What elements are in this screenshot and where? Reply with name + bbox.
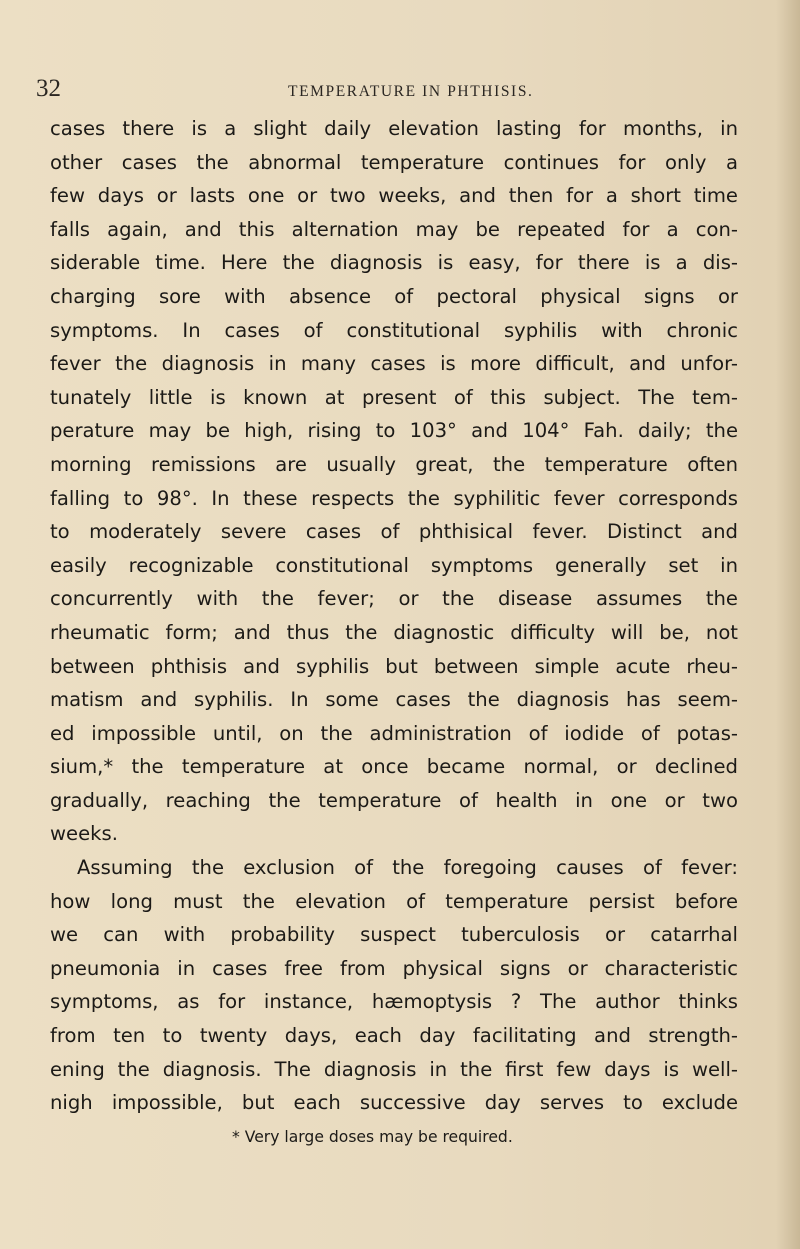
text-line: fever the diagnosis in many cases is more difficult, and unfor- xyxy=(50,352,738,376)
text-line: ed impossible until, on the administration of iodide of potas- xyxy=(50,721,738,745)
text-line: between phthisis and syphilis but between simple acute rheu- xyxy=(50,654,738,678)
text-line: other cases the abnormal temperature continues for only a xyxy=(50,150,738,174)
page-number: 32 xyxy=(36,75,61,102)
text-line: nigh impossible, but each successive day serves to exclude xyxy=(50,1091,738,1115)
text-line: symptoms, as for instance, hæmoptysis ? The author thinks xyxy=(50,990,738,1014)
page-header xyxy=(36,74,746,104)
text-line: matism and syphilis. In some cases the diagnosis has seem- xyxy=(50,688,738,712)
text-line: falling to 98°. In these respects the syphilitic fever corresponds xyxy=(50,486,738,510)
text-line: cases there is a slight daily elevation lasting for months, in xyxy=(50,117,738,140)
text-line: siderable time. Here the diagnosis is easy, for there is a dis- xyxy=(50,251,738,275)
text-line: from ten to twenty days, each day facilitating and strength- xyxy=(50,1024,738,1048)
text-line: gradually, reaching the temperature of health in one or two xyxy=(50,788,738,812)
text-line: we can with probability suspect tuberculosis or catarrhal xyxy=(50,923,738,947)
text-line: charging sore with absence of pectoral physical signs or xyxy=(50,284,738,308)
text-line: sium,* the temperature at once became normal, or declined xyxy=(50,755,738,779)
text-line: few days or lasts one or two weeks, and then for a short time xyxy=(50,184,738,208)
text-line: rheumatic form; and thus the diagnostic difficulty will be, not xyxy=(50,620,738,644)
body-text xyxy=(50,112,738,1120)
text-line: morning remissions are usually great, the temperature often xyxy=(50,452,738,476)
text-line: perature may be high, rising to 103° and 104° Fah. daily; the xyxy=(50,419,738,443)
paragraph-end-line: weeks. xyxy=(50,822,118,846)
text-line: how long must the elevation of temperature persist before xyxy=(50,889,738,913)
text-line: symptoms. In cases of constitutional syphilis with chronic xyxy=(50,318,738,342)
text-line: falls again, and this alternation may be repeated for a con- xyxy=(50,217,738,241)
footnote: * Very large doses may be required. xyxy=(232,1128,513,1146)
text-line: easily recognizable constitutional symptoms generally set in xyxy=(50,553,738,577)
text-line: pneumonia in cases free from physical signs or characteristic xyxy=(50,956,738,980)
text-line: concurrently with the fever; or the disease assumes the xyxy=(50,587,738,611)
text-line: tunately little is known at present of this subject. The tem- xyxy=(50,385,738,409)
running-head: TEMPERATURE IN PHTHISIS. xyxy=(288,83,534,100)
text-line: ening the diagnosis. The diagnosis in the first few days is well- xyxy=(50,1057,738,1081)
paragraph-start-line: Assuming the exclusion of the foregoing causes of fever: xyxy=(77,856,738,880)
text-line: to moderately severe cases of phthisical fever. Distinct and xyxy=(50,520,738,544)
